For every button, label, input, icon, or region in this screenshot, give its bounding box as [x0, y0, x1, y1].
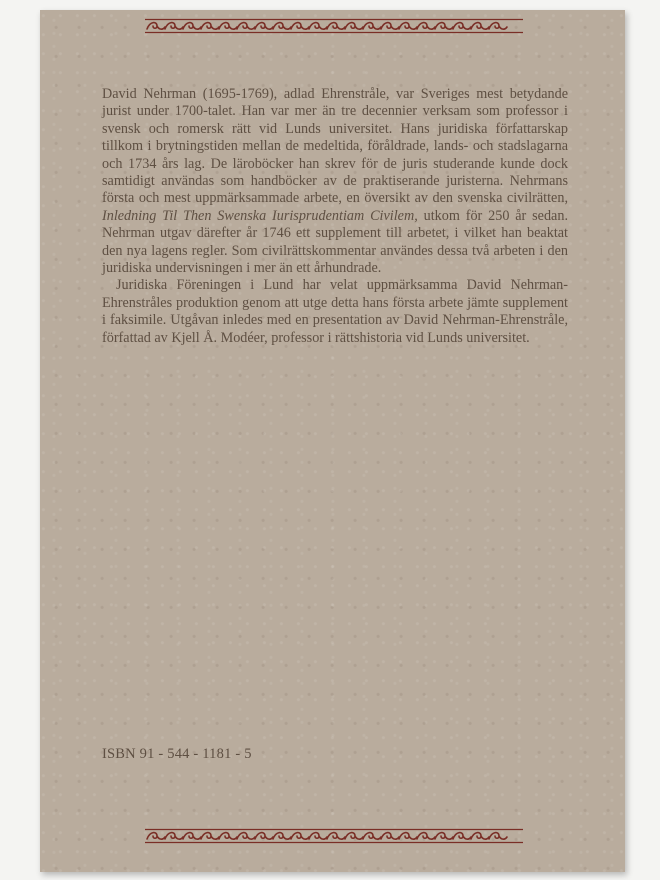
ornament-scroll	[417, 23, 435, 30]
ornament-scroll	[219, 23, 237, 30]
blurb-paragraph-2	[102, 277, 568, 347]
ornament-scroll	[327, 833, 345, 840]
ornament-scroll	[255, 833, 273, 840]
ornament-pattern-icon	[145, 18, 523, 34]
ornament-scroll	[291, 833, 309, 840]
ornament-scroll	[309, 833, 327, 840]
ornament-scroll	[219, 833, 237, 840]
ornament-scroll	[273, 23, 291, 30]
ornament-scroll	[237, 23, 255, 30]
ornament-scroll	[453, 23, 471, 30]
ornament-scroll	[489, 833, 507, 840]
ornament-scroll	[453, 833, 471, 840]
ornament-scroll	[471, 833, 489, 840]
ornament-scroll	[399, 23, 417, 30]
ornament-scroll	[417, 833, 435, 840]
bottom-ornament-border	[145, 828, 523, 844]
isbn-number: ISBN 91 - 544 - 1181 - 5	[102, 746, 252, 762]
ornament-scroll	[471, 23, 489, 30]
ornament-scroll	[345, 23, 363, 30]
book-back-cover	[40, 10, 625, 872]
ornament-scroll	[489, 23, 507, 30]
ornament-scroll	[363, 833, 381, 840]
ornament-pattern-icon	[145, 828, 523, 844]
ornament-scroll	[183, 833, 201, 840]
ornament-scroll	[345, 833, 363, 840]
ornament-scroll	[147, 23, 165, 30]
ornament-scroll	[165, 833, 183, 840]
ornament-scroll	[201, 23, 219, 30]
book-title-italic: Inledning Til Then Swenska Iurisprudentiam Civilem,	[102, 207, 418, 224]
ornament-scroll	[165, 23, 183, 30]
ornament-scroll	[399, 833, 417, 840]
ornament-scroll	[363, 23, 381, 30]
ornament-scroll	[327, 23, 345, 30]
ornament-scroll	[273, 833, 291, 840]
ornament-scroll	[435, 23, 453, 30]
paragraph-2-text: Juridiska Föreningen i Lund har velat uppmärksamma David Nehrman-Ehrenstråles produktion genom att utge detta hans första arbete jämte supplement i faksimile. Utgåvan inledes med en presentation av David Nehrman-Ehrenstråle, författad av Kjell Å. Modéer, professor i rättshistoria vid Lunds universitet.	[102, 277, 568, 346]
ornament-scroll	[147, 833, 165, 840]
ornament-scroll	[291, 23, 309, 30]
ornament-scroll	[255, 23, 273, 30]
blurb-text	[102, 86, 568, 347]
ornament-scroll	[309, 23, 327, 30]
ornament-scroll	[201, 833, 219, 840]
ornament-scroll	[183, 23, 201, 30]
ornament-scroll	[237, 833, 255, 840]
ornament-scroll	[381, 833, 399, 840]
paragraph-1-text-b: utkom för 250 år sedan. Nehrman utgav därefter år 1746 ett supplement till arbetet, i vilket han beaktat den nya lagens regler. Som civilrättskommentar användes dessa två arbeten i den juridiska undervisningen i mer än ett århundrade.	[102, 207, 568, 277]
paragraph-1-text-a: David Nehrman (1695-1769), adlad Ehrenstråle, var Sveriges mest betydande jurist under 1700-talet. Han var mer än tre decennier verksam som professor i svensk och romersk rätt vid Lunds universitet. Hans juridiska författarskap tillkom i brytningstiden mellan de medeltida, föråldrade, lands- och stadslagarna och 1734 års lag. De läroböcker han skrev för de juris studerande kunde dock samtidigt användas som handböcker av de praktiserande juristerna. Nehrmans första och mest uppmärksammade arbete, en översikt av den svenska civilrätten,	[102, 86, 568, 207]
blurb-paragraph-1	[102, 86, 568, 277]
top-ornament-border	[145, 18, 523, 34]
ornament-scroll	[435, 833, 453, 840]
ornament-scroll	[381, 23, 399, 30]
